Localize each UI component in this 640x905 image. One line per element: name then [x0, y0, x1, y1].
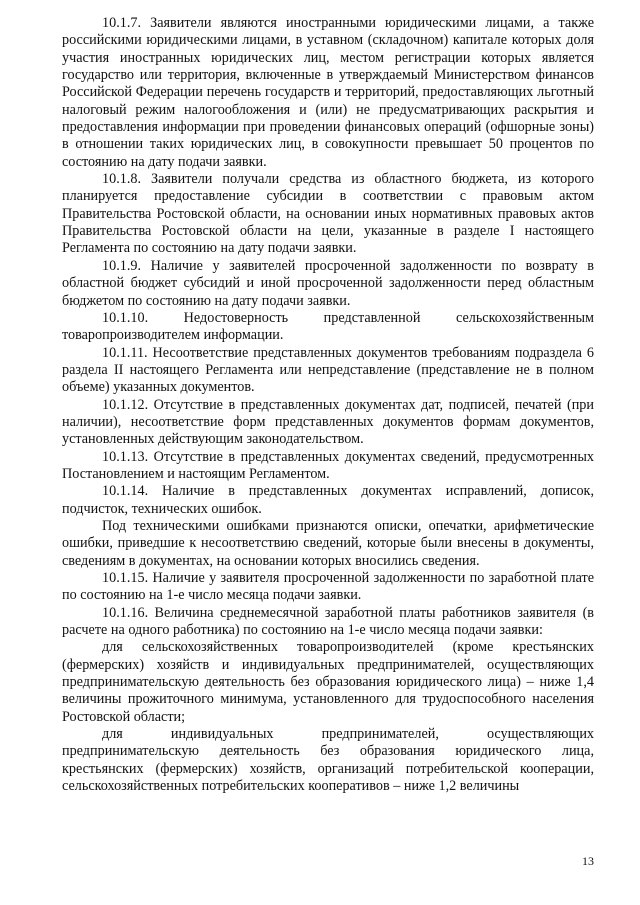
paragraph-10-1-12: 10.1.12. Отсутствие в представленных документах дат, подписей, печатей (при наличии), несоответствие форм представленных документов формам документов, установленных действующим законодательством. — [62, 396, 594, 448]
page-number: 13 — [582, 854, 594, 868]
paragraph-10-1-16: 10.1.16. Величина среднемесячной заработной платы работников заявителя (в расчете на одного работника) по состоянию на 1-е число месяца подачи заявки: — [62, 604, 594, 639]
paragraph-individual-entrepreneurs: для индивидуальных предпринимателей, осуществляющих предпринимательскую деятельность без образования юридического лица, крестьянских (фермерских) хозяйств, организаций потребительской кооперации, сельскохозяйственных потребительских кооперативов – ниже 1,2 величины — [62, 726, 594, 795]
paragraph-10-1-9: 10.1.9. Наличие у заявителей просроченной задолженности по возврату в областной бюджет субсидий и иной просроченной задолженности перед областным бюджетом по состоянию на дату подачи заявки. — [62, 257, 594, 309]
paragraph-10-1-13: 10.1.13. Отсутствие в представленных документах сведений, предусмотренных Постановлением и настоящим Регламентом. — [62, 448, 594, 482]
paragraph-10-1-11: 10.1.11. Несоответствие представленных документов требованиям подраздела 6 раздела II настоящего Регламента или непредставление (представление не в полном объеме) указанных документов. — [62, 344, 594, 396]
paragraph-10-1-7: 10.1.7. Заявители являются иностранными юридическими лицами, а также российскими юридическими лицами, в уставном (складочном) капитале которых доля участия иностранных юридических лиц, местом регистрации которых является государство или территория, включенные в утверждаемый Министерством финансов Российской Федерации перечень государств и территорий, предоставляющих льготный налоговый режим налогообложения и (или) не предусматривающих раскрытия и предоставления информации при проведении финансовых операций (офшорные зоны) в отношении таких юридических лиц, в совокупности превышает 50 процентов по состоянию на дату подачи заявки. — [62, 15, 594, 170]
paragraph-10-1-15: 10.1.15. Наличие у заявителя просроченной задолженности по заработной плате по состоянию на 1-е число месяца подачи заявки. — [62, 570, 594, 604]
paragraph-agricultural-producers: для сельскохозяйственных товаропроизводителей (кроме крестьянских (фермерских) хозяйств и индивидуальных предпринимателей, осуществляющих предпринимательскую деятельность без образования юридического лица) – ниже 1,4 величины прожиточного минимума, установленного для трудоспособного населения Ростовской области; — [62, 639, 594, 725]
paragraph-10-1-10: 10.1.10. Недостоверность представленной сельскохозяйственным товаропроизводителем информации. — [62, 309, 594, 344]
paragraph-technical-errors: Под техническими ошибками признаются описки, опечатки, арифметические ошибки, приведшие к несоответствию сведений, которые были внесены в документы, сведениям в документах, на основании которых вносились сведения. — [62, 517, 594, 569]
document-page — [62, 15, 594, 795]
paragraph-10-1-8: 10.1.8. Заявители получали средства из областного бюджета, из которого планируется предоставление субсидии в соответствии с правовым актом Правительства Ростовской области, на основании иных нормативных правовых актов Правительства Ростовской области на цели, указанные в разделе I настоящего Регламента по состоянию на дату подачи заявки. — [62, 171, 594, 257]
paragraph-10-1-14: 10.1.14. Наличие в представленных документах исправлений, дописок, подчисток, технических ошибок. — [62, 483, 594, 517]
